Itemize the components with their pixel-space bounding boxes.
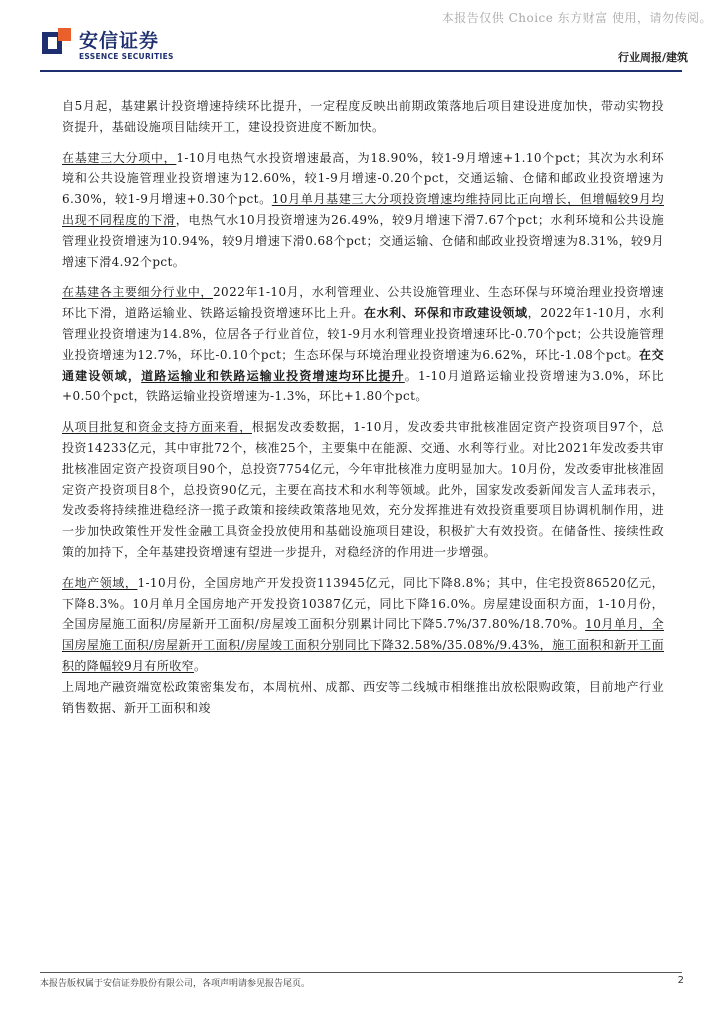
- logo-english-name: ESSENCE SECURITIES: [79, 52, 174, 61]
- body-text: 1-10月电热气水投资增速最高，为18.90%，较1-9月增速+1.10个pct；其次为水利环境和公共设施管理业投资增速为12.60%，较1-9月增速-0.20个pct，交通运输、仓储和邮政业投资增速为6.30%，较1-9月增速+0.30个pct。: [62, 150, 664, 207]
- paragraph-project-approval: [62, 417, 664, 563]
- logo-chinese-name: 安信证券: [79, 30, 160, 52]
- lead-phrase: 在基建三大分项中，: [62, 150, 177, 165]
- report-body: [62, 96, 664, 718]
- paragraph-infrastructure-subsectors: [62, 282, 664, 407]
- body-text: 根据发改委数据，1-10月，发改委共审批核准固定资产投资项目97个，总投资14233亿元，其中审批72个，核准25个，主要集中在能源、交通、水利等行业。对比2021年发改委共审批核准固定资产投资项目90个，总投资7754亿元，今年审批核准力度明显加大。10月份，发改委审批核准固定资产投资项目8个，总投资90亿元，主要在高技术和水利等领域。此外，国家发改委新闻发言人孟玮表示，发改委将持续推进稳经济一揽子政策和接续政策落地见效，充分发挥推进有效投资重要项目协调机制作用，进一步加快政策性开发性金融工具资金投放使用和基础设施项目建设，积极扩大有效投资。在储备性、接续性政策的加持下，全年基建投资增速有望进一步提升，对稳经济的作用进一步增强。: [62, 420, 664, 559]
- copyright-disclaimer: 本报告版权属于安信证券股份有限公司，各项声明请参见报告尾页。: [40, 979, 311, 989]
- bold-heading-water-environment: 在水利、环保和市政建设领域: [364, 306, 528, 321]
- lead-phrase: 从项目批复和资金支持方面来看，: [62, 420, 252, 435]
- paragraph-infrastructure-progress: 自5月起，基建累计投资增速持续环比提升，一定程度反映出前期政策落地后项目建设进度加快，带动实物投资提升，基础设施项目陆续开工，建设投资进度不断加快。: [62, 99, 664, 134]
- lead-phrase: 在基建各主要细分行业中，: [62, 285, 214, 300]
- body-text: ，2022年1-10月，水利管理业投资增速为14.8%，位居各子行业首位，较1-9月水利管理业投资增速环比-0.70个pct；公共设施管理业投资增速为12.7%，环比-0.10个pct；生态环保与环境治理业投资增速为6.62%，环比-1.08个pct。: [62, 306, 664, 362]
- essence-logo-icon: [42, 28, 72, 58]
- paragraph-real-estate: [62, 573, 664, 677]
- paragraph-infrastructure-three-segments: [62, 148, 664, 273]
- watermark-text: 本报告仅供 Choice 东方财富 使用，请勿传阅。: [441, 11, 712, 25]
- paragraph-real-estate-policy: 上周地产融资端宽松政策密集发布，本周杭州、成都、西安等二线城市相继推出放松限购政策，目前地产行业销售数据、新开工面积和竣: [62, 679, 664, 715]
- body-text: ，电热气水10月投资增速为26.49%，较9月增速下滑7.67个pct；水利环境和公共设施管理业投资增速为10.94%，较9月增速下滑0.68个pct；交通运输、仓储和邮政业投资增速为8.31%，较9月增速下滑4.92个pct。: [62, 212, 664, 269]
- lead-phrase: 在地产领域，: [62, 575, 138, 590]
- report-type-label: 行业周报/建筑: [617, 51, 688, 64]
- body-text: 。1-10月道路运输业投资增速为3.0%，环比+0.50个pct，铁路运输业投资增速为-1.3%，环比+1.80个pct。: [62, 368, 664, 404]
- page-number: 2: [677, 975, 684, 986]
- body-text: 2022年1-10月，水利管理业、公共设施管理业、生态环保与环境治理业投资增速环比下滑，道路运输业、铁路运输投资增速环比上升。: [62, 285, 664, 321]
- footer-divider: [40, 972, 682, 973]
- company-logo: [42, 26, 232, 66]
- body-text: 。: [194, 658, 207, 673]
- highlight-text: 10月单月基建三大分项投资增速均维持同比正向增长，但增幅较9月均出现不同程度的下滑: [62, 192, 664, 227]
- header-divider: [40, 70, 682, 72]
- highlight-text: 10月单月，全国房屋施工面积/房屋新开工面积/房屋竣工面积分别同比下降32.58%/35.08%/9.43%，施工面积和新开工面积的降幅较9月有所收窄: [62, 617, 664, 673]
- bold-heading-transport: 在交通建设领域，: [62, 347, 664, 383]
- body-text: 1-10月份，全国房地产开发投资113945亿元，同比下降8.8%；其中，住宅投资86520亿元，下降8.3%。10月单月全国房地产开发投资10387亿元，同比下降16.0%。房屋建设面积方面，1-10月份，全国房屋施工面积/房屋新开工面积/房屋竣工面积分别累计同比下降5.7%/37.80%/18.70%。: [62, 575, 664, 632]
- highlight-text: 道路运输业和铁路运输业投资增速均环比提升: [141, 368, 405, 383]
